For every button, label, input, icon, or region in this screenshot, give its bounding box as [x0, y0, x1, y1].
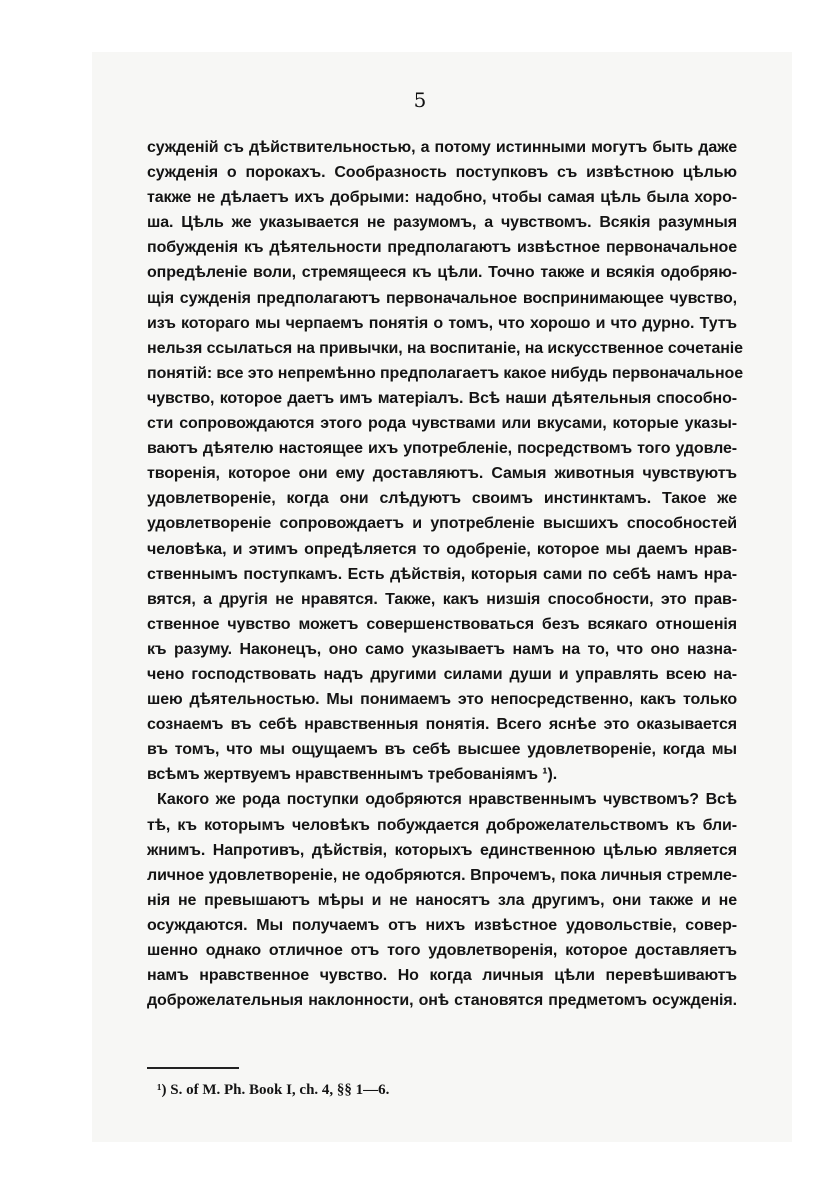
text-line: вятся, а другія не нравятся. Также, какъ низшія способности, это прав- [147, 590, 737, 608]
text-line: ственное чувство можетъ совершенствоваться безъ всякаго отношенія [147, 615, 737, 633]
text-line: сознаемъ въ себѣ нравственныя понятія. Всего яснѣе это оказывается [147, 716, 737, 734]
footnote: ¹) S. of M. Ph. Book I, ch. 4, §§ 1—6. [157, 1082, 390, 1098]
text-line: чувство, которое даетъ имъ матеріалъ. Всѣ наши дѣятельныя способно- [147, 389, 737, 407]
text-line: побужденія къ дѣятельности предполагаютъ извѣстное первоначальное [147, 239, 737, 257]
text-line: творенія, которое они ему доставляютъ. Самыя животныя чувствуютъ [147, 465, 737, 483]
text-line: шею дѣятельностью. Мы понимаемъ это непосредственно, какъ только [147, 691, 737, 709]
text-line: щія сужденія предполагаютъ первоначальное воспринимающее чувство, [147, 289, 737, 307]
text-line: чено господствовать надъ другими силами души и управлять всею на- [147, 665, 737, 683]
text-line: Какого же рода поступки одобряются нравственнымъ чувствомъ? Всѣ [157, 791, 737, 809]
text-line: личное удовлетвореніе, не одобряются. Впрочемъ, пока личныя стремле- [147, 866, 737, 884]
text-line: нія не превышаютъ мѣры и не наносятъ зла другимъ, они также и не [147, 891, 737, 909]
footnote-divider [147, 1067, 239, 1069]
text-line: опредѣленіе воли, стремящееся къ цѣли. Точно также и всякія одобряю- [147, 264, 737, 282]
text-line: намъ нравственное чувство. Но когда личныя цѣли перевѣшиваютъ [147, 967, 737, 985]
text-line: сужденія о порокахъ. Сообразность поступковъ съ извѣстною цѣлью [147, 164, 737, 182]
text-line: ственнымъ поступкамъ. Есть дѣйствія, которыя сами по себѣ намъ нра- [147, 565, 737, 583]
page-number: 5 [413, 88, 427, 112]
text-line: ша. Цѣль же указывается не разумомъ, а чувствомъ. Всякія разумныя [147, 214, 737, 232]
text-line: удовлетвореніе сопровождаетъ и употребленіе высшихъ способностей [147, 515, 737, 533]
text-line: къ разуму. Наконецъ, оно само указываетъ намъ на то, что оно назна- [147, 640, 737, 658]
text-line: сти сопровождаются этого рода чувствами или вкусами, которые указы- [147, 415, 737, 433]
text-line: сужденій съ дѣйствительностью, а потому истинными могутъ быть даже [147, 139, 737, 156]
text-line: ваютъ дѣятелю настоящее ихъ употребленіе, посредствомъ того удовле- [147, 440, 737, 458]
text-line: понятій: все это непремѣнно предполагаетъ какое нибудь первоначальное [147, 364, 744, 382]
text-line: шенно однако отличное отъ того удовлетворенія, которое доставляетъ [147, 942, 737, 959]
text-line: человѣка, и этимъ опредѣляется то одобреніе, которое мы даемъ нрав- [147, 540, 737, 558]
body-text [147, 135, 744, 1013]
text-line: всѣмъ жертвуемъ нравственнымъ требованіямъ ¹). [147, 766, 558, 784]
text-line: доброжелательныя наклонности, онѣ становятся предметомъ осужденія. [147, 992, 737, 1010]
text-line: тѣ, къ которымъ человѣкъ побуждается доброжелательствомъ къ бли- [147, 816, 737, 834]
text-line: нельзя ссылаться на привычки, на воспитаніе, на искусственное сочетаніе [147, 339, 743, 357]
text-line: также не дѣлаетъ ихъ добрыми: надобно, чтобы самая цѣль была хоро- [147, 189, 737, 207]
text-line: изъ котораго мы черпаемъ понятія о томъ, что хорошо и что дурно. Тутъ [147, 314, 737, 332]
text-line: осуждаются. Мы получаемъ отъ нихъ извѣстное удовольствіе, совер- [147, 916, 737, 934]
text-line: удовлетвореніе, когда они слѣдуютъ своимъ инстинктамъ. Такое же [147, 490, 737, 508]
text-line: жнимъ. Напротивъ, дѣйствія, которыхъ единственною цѣлью является [147, 841, 737, 859]
text-line: въ томъ, что мы ощущаемъ въ себѣ высшее удовлетвореніе, когда мы [147, 741, 737, 759]
